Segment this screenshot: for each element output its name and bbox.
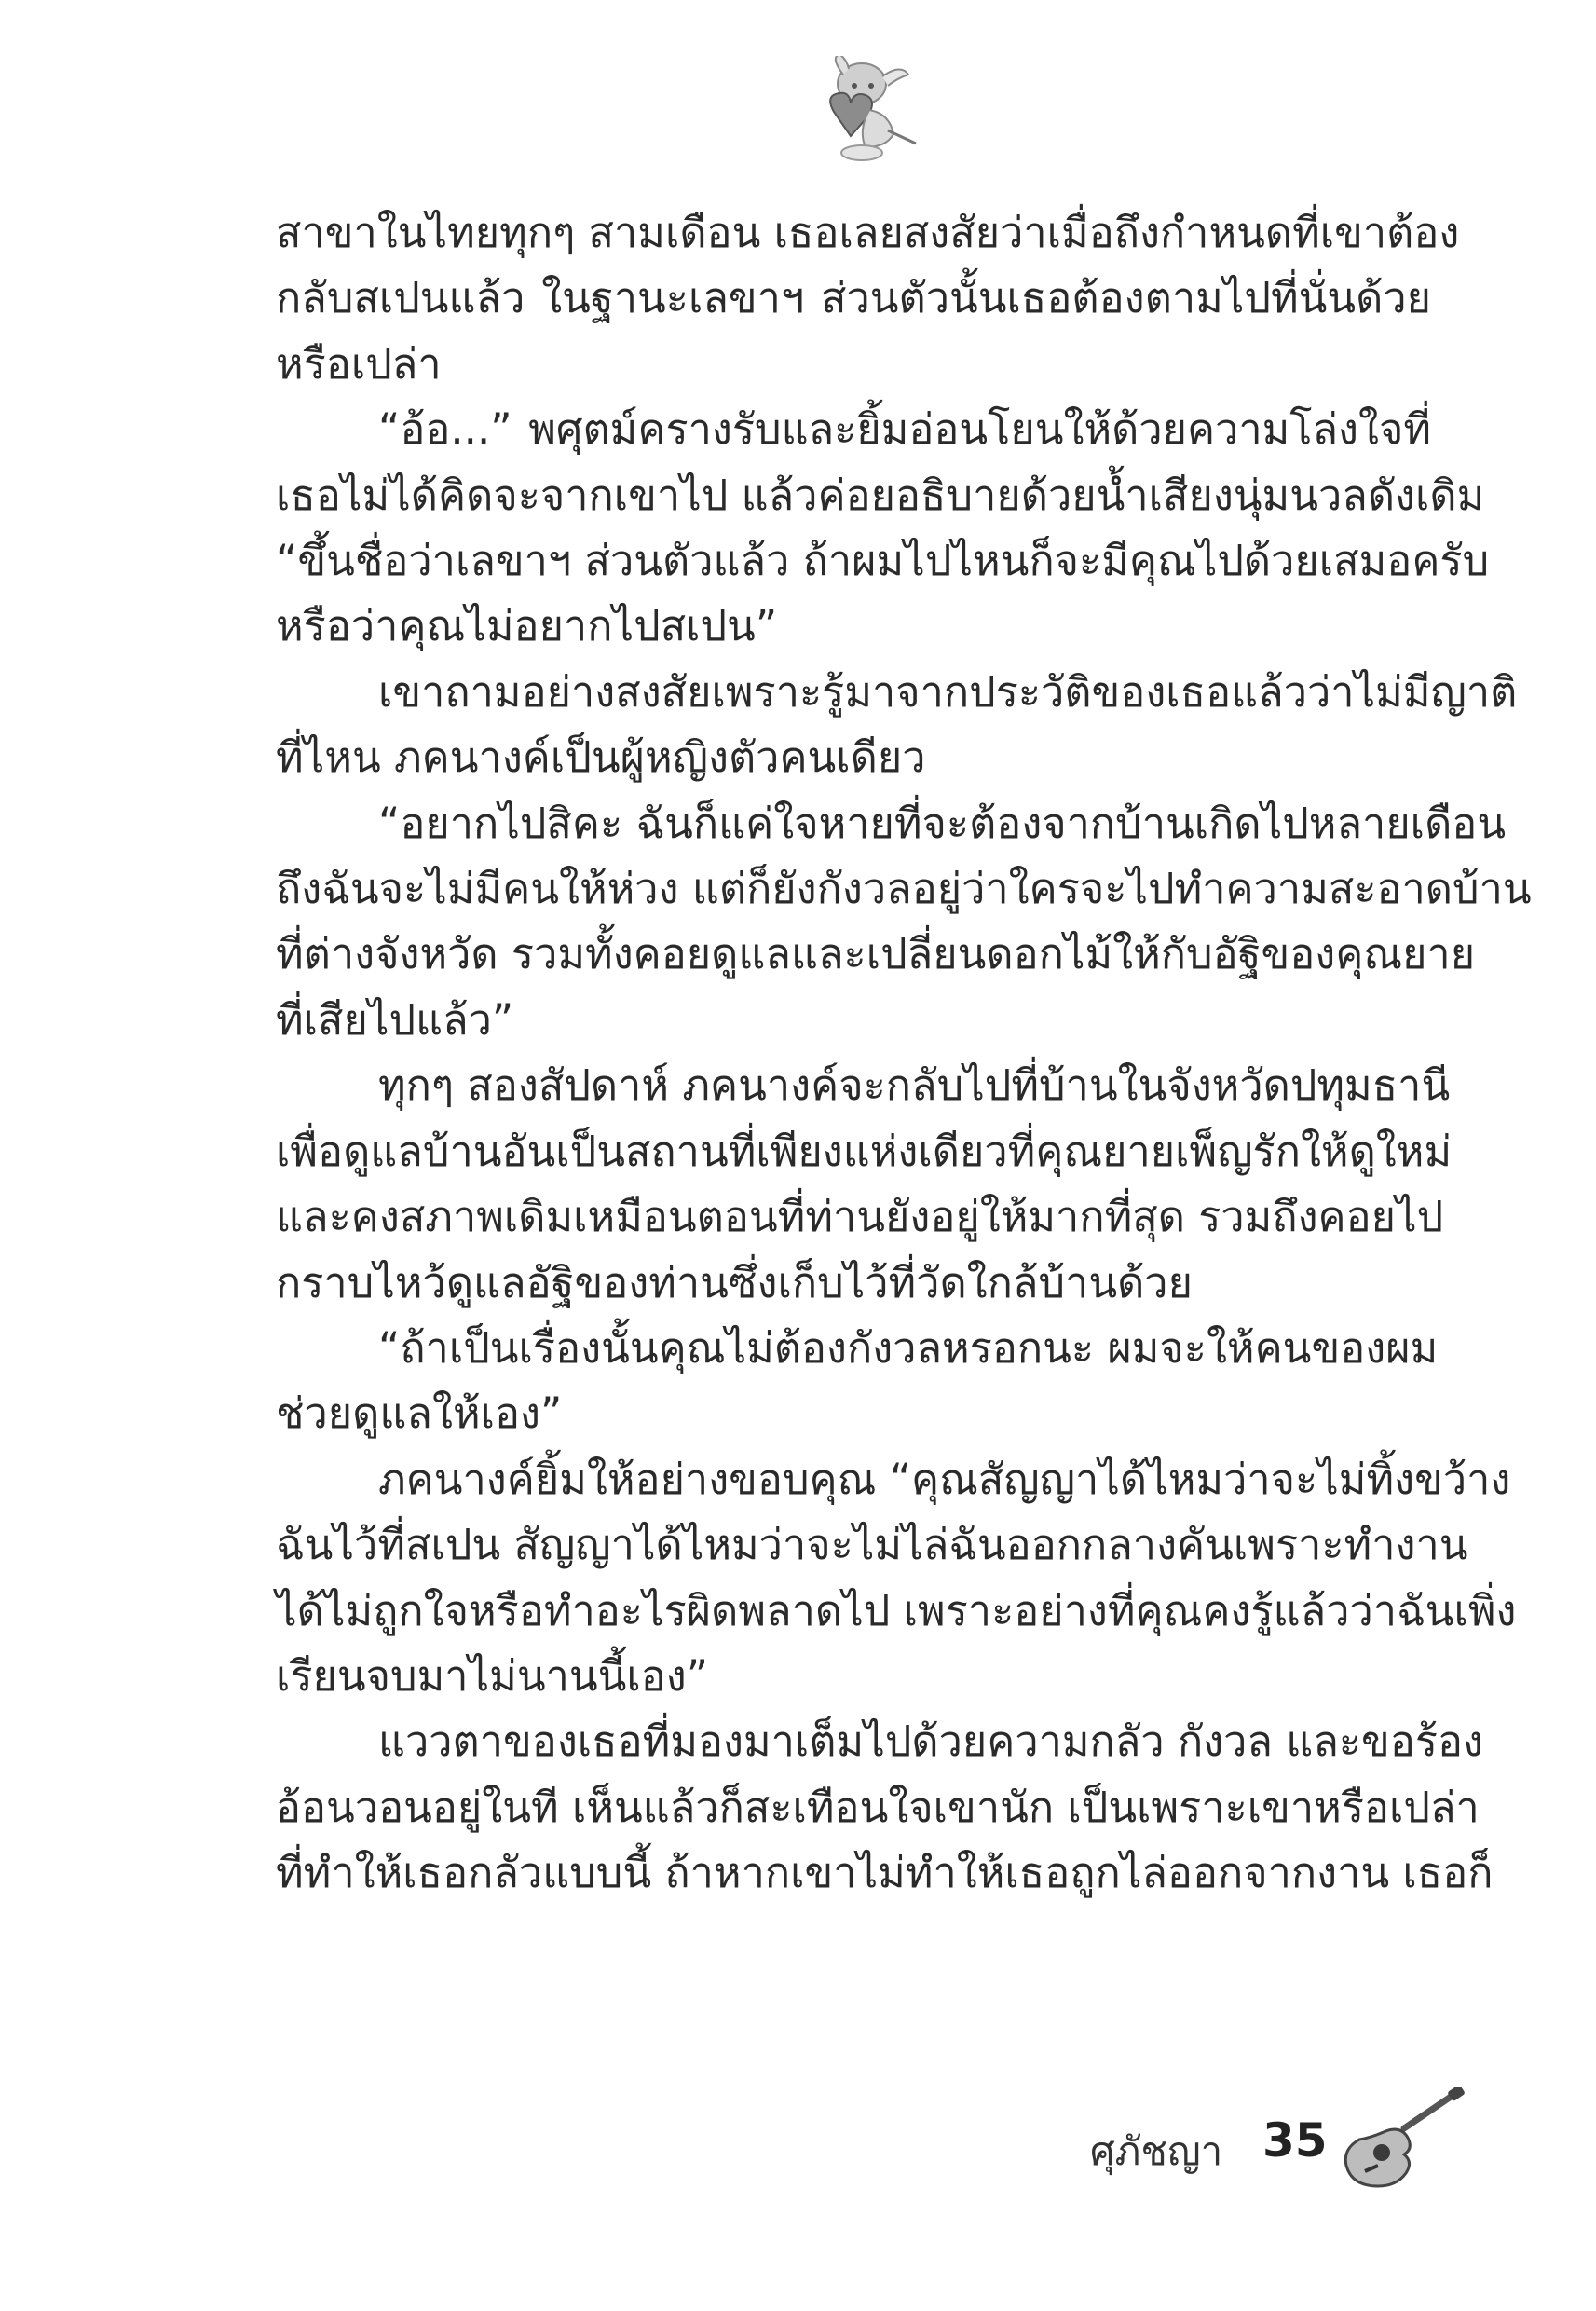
text-line: หรือเปล่า	[276, 338, 442, 389]
text-line: สาขาในไทยทุกๆ สามเดือน เธอเลยสงสัยว่าเมื่อถึงกำหนดที่เขาต้อง	[276, 208, 1460, 257]
text-line: แววตาของเธอที่มองมาเต็มไปด้วยความกลัว กังวล และขอร้อง	[378, 1716, 1484, 1767]
text-line: “ขึ้นชื่อว่าเลขาฯ ส่วนตัวแล้ว ถ้าผมไปไหนก็จะมีคุณไปด้วยเสมอครับ	[276, 536, 1490, 586]
text-line: ถึงฉันจะไม่มีคนให้ห่วง แต่ก็ยังกังวลอยู่ว่าใครจะไปทำความสะอาดบ้าน	[276, 864, 1532, 914]
author-name: ศุภัชญา	[1090, 2128, 1223, 2174]
text-line: ที่เสียไปแล้ว”	[276, 994, 514, 1045]
cupid-with-heart-icon	[797, 56, 927, 168]
text-line: กราบไหว้ดูแลอัฐิของท่านซึ่งเก็บไว้ที่วัดใกล้บ้านด้วย	[276, 1257, 1193, 1307]
text-line: เพื่อดูแลบ้านอันเป็นสถานที่เพียงแห่งเดียวที่คุณยายเพ็ญรักให้ดูใหม่	[276, 1126, 1453, 1176]
text-line: ฉันไว้ที่สเปน สัญญาได้ไหมว่าจะไม่ไล่ฉันออกกลางคันเพราะทำงาน	[276, 1520, 1468, 1570]
text-line: ที่ทำให้เธอกลัวแบบนี้ ถ้าหากเขาไม่ทำให้เธอถูกไล่ออกจากงาน เธอก็	[276, 1848, 1494, 1898]
text-line: เรียนจบมาไม่นานนี้เอง”	[276, 1650, 709, 1701]
body-text	[276, 200, 1532, 1907]
text-line: ช่วยดูแลให้เอง”	[276, 1388, 563, 1439]
text-line: ที่ต่างจังหวัด รวมทั้งคอยดูแลและเปลี่ยนดอกไม้ให้กับอัฐิของคุณยาย	[276, 929, 1476, 979]
text-line: ภคนางค์ยิ้มให้อย่างขอบคุณ “คุณสัญญาได้ไหมว่าจะไม่ทิ้งขว้าง	[378, 1454, 1511, 1504]
text-line: เธอไม่ได้คิดจะจากเขาไป แล้วค่อยอธิบายด้วยน้ำเสียงนุ่มนวลดังเดิม	[276, 470, 1485, 520]
text-line: เขาถามอย่างสงสัยเพราะรู้มาจากประวัติของเธอแล้วว่าไม่มีญาติ	[378, 666, 1518, 717]
text-line: หรือว่าคุณไม่อยากไปสเปน”	[276, 601, 778, 651]
text-line: “อยากไปสิคะ ฉันก็แค่ใจหายที่จะต้องจากบ้านเกิดไปหลายเดือน	[378, 798, 1507, 848]
text-line: ที่ไหน ภคนางค์เป็นผู้หญิงตัวคนเดียว	[276, 732, 926, 783]
text-line: ทุกๆ สองสัปดาห์ ภคนางค์จะกลับไปที่บ้านในจังหวัดปทุมธานี	[378, 1060, 1451, 1111]
text-line: อ้อนวอนอยู่ในที เห็นแล้วก็สะเทือนใจเขานัก เป็นเพราะเขาหรือเปล่า	[276, 1782, 1480, 1832]
text-line: กลับสเปนแล้ว ในฐานะเลขาฯ ส่วนตัวนั้นเธอต้องตามไปที่นั่นด้วย	[276, 273, 1431, 323]
page-number: 35	[1262, 2113, 1328, 2167]
page-footer	[1090, 2087, 1463, 2190]
text-line: “ถ้าเป็นเรื่องนั้นคุณไม่ต้องกังวลหรอกนะ ผมจะให้คนของผม	[378, 1322, 1439, 1373]
acoustic-guitar-icon	[1337, 2087, 1467, 2190]
text-line: และคงสภาพเดิมเหมือนตอนที่ท่านยังอยู่ให้มากที่สุด รวมถึงคอยไป	[276, 1192, 1444, 1242]
text-line: “อ้อ...” พศุตม์ครางรับและยิ้มอ่อนโยนให้ด้วยความโล่งใจที่	[378, 404, 1431, 455]
text-line: ได้ไม่ถูกใจหรือทำอะไรผิดพลาดไป เพราะอย่างที่คุณคงรู้แล้วว่าฉันเพิ่ง	[276, 1585, 1517, 1635]
